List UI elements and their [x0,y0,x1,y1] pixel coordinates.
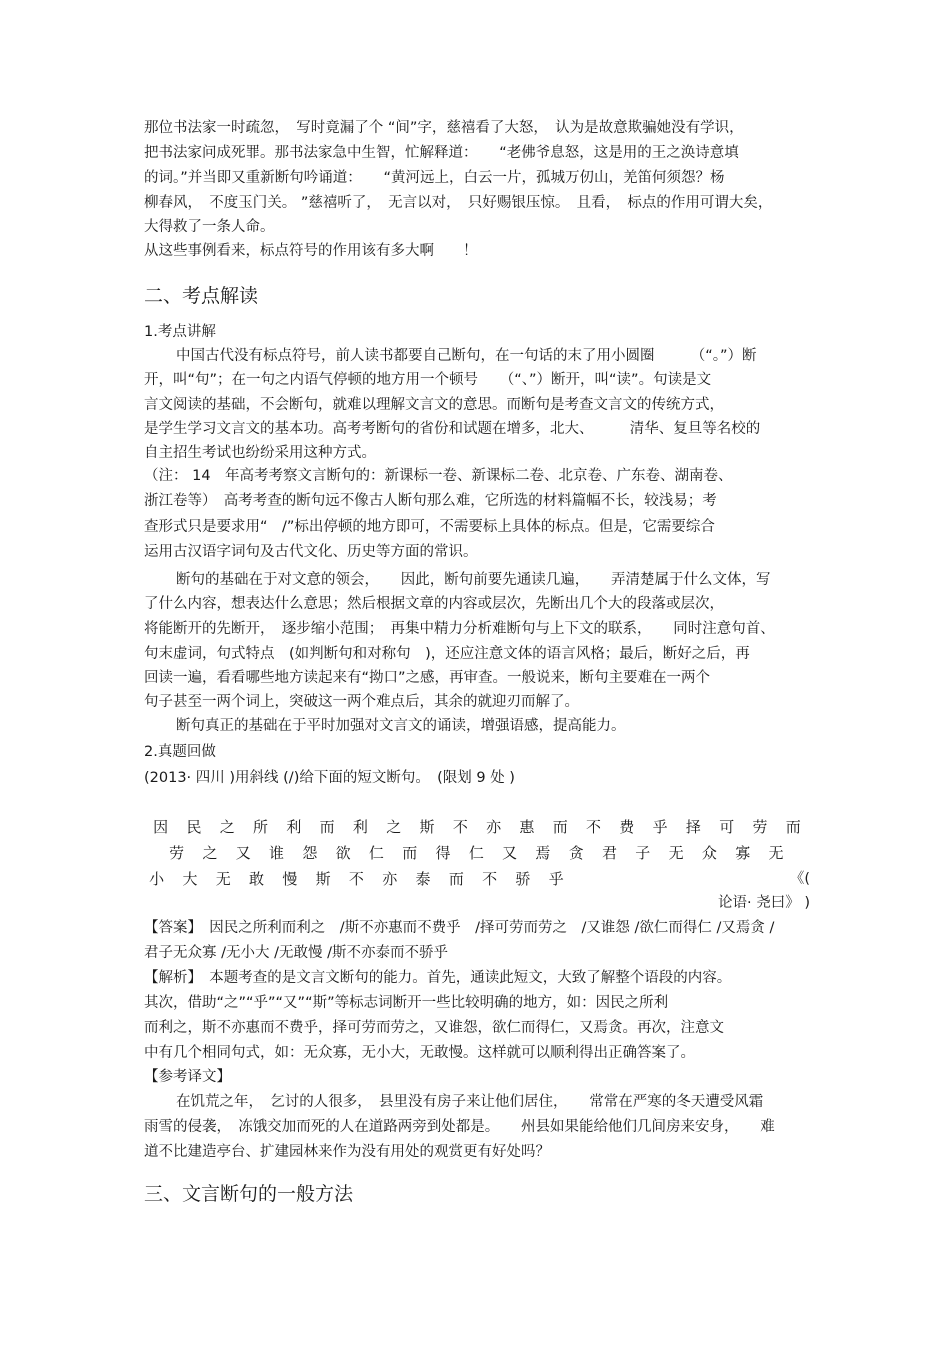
passage-char: 斯 [419,818,435,836]
passage-char: 贪 [568,844,584,862]
para2-line: 句末虚词，句式特点 (如判断句和对称句 )，还应注意文体的语言风格；最后，断好之后，再 [144,646,750,662]
translation-line: 道不比建造亭台、扩建园林来作为没有用处的观赏更有好处吗？ [144,1144,550,1160]
analysis-line: 【解析】 本题考查的是文言文断句的能力。首先，通读此短文，大致了解整个语段的内容。 [144,970,732,986]
passage-char: 欲 [335,844,351,862]
passage-row [144,817,814,837]
para1-line: 开，叫“句”；在一句之内语气停顿的地方用一个顿号 （“、”）断开，叫“读”。句读是文 [144,372,712,388]
analysis-line: 而利之，斯不亦惠而不费乎，择可劳而劳之，又谁怨，欲仁而得仁，又焉贪。再次，注意文 [144,1020,724,1036]
passage-char: 又 [502,844,518,862]
passage-char: 而 [785,818,801,836]
intro-line: 大得救了一条人命。 [144,219,275,235]
answer-line: 【答案】 因民之所利而利之 /斯不亦惠而不费乎 /择可劳而劳之 /又谁怨 /欲仁而得仁 /又焉贪 / [144,920,775,936]
passage-char: 斯 [315,870,331,888]
section-heading-2: 二、考点解读 [144,285,259,307]
intro-line: 从这些事例看来，标点符号的作用该有多大啊 ！ [144,243,478,259]
passage-char: 惠 [519,818,535,836]
para1-line: 言文阅读的基础，不会断句，就难以理解文言文的意思。而断句是考查文言文的传统方式， [144,397,724,413]
passage-char: 而 [552,818,568,836]
passage-char: 择 [685,818,701,836]
passage-char: 小 [149,870,165,888]
passage-char: 劳 [752,818,768,836]
passage-char: 寡 [735,844,751,862]
passage-char: 焉 [535,844,551,862]
passage-source: 论语· 尧曰》 ) [718,895,810,911]
passage-row [140,869,810,889]
passage-char: 利 [352,818,368,836]
source-open: 《( [789,871,810,887]
passage-char: 因 [153,818,169,836]
para3: 断句真正的基础在于平时加强对文言文的诵读，增强语感，提高能力。 [176,718,626,734]
passage-char: 民 [186,818,202,836]
passage-row [160,843,830,863]
passage-char: 之 [386,818,402,836]
passage-char: 仁 [468,844,484,862]
passage-char: 而 [402,844,418,862]
passage-char: 费 [619,818,635,836]
note-line: 查形式只是要求用“ /”标出停顿的地方即可，不需要标上具体的标点。但是，它需要综合 [144,519,715,535]
passage-char: 无 [668,844,684,862]
para1-line: 是学生学习文言文的基本功。高考考断句的省份和试题在增多，北大、 清华、复旦等名校的 [144,421,761,437]
passage-char: 骄 [515,870,531,888]
intro-line: 把书法家问成死罪。那书法家急中生智，忙解释道： “老佛爷息怒，这是用的王之涣诗意填 [144,145,739,161]
passage-char: 谁 [269,844,285,862]
para2-line: 回读一遍，看看哪些地方读起来有“拗口”之感，再审查。一般说来，断句主要难在一两个 [144,670,711,686]
passage-char: 不 [452,818,468,836]
passage-char: 怨 [302,844,318,862]
passage-char: 不 [348,870,364,888]
passage-char: 仁 [368,844,384,862]
para1-line: 自主招生考试也纷纷采用这种方式。 [144,445,376,461]
answer-line: 君子无众寡 /无小大 /无敢慢 /斯不亦泰而不骄乎 [144,945,448,961]
passage-char: 敢 [249,870,265,888]
intro-line: 柳春风， 不度玉门关。 ”慈禧听了， 无言以对， 只好赐银压惊。 且看， 标点的作用可谓大矣， [144,195,773,211]
passage-char: 众 [701,844,717,862]
question-prompt: (2013· 四川 )用斜线 (/)给下面的短文断句。 (限划 9 处 ) [144,770,515,786]
passage-char: 慢 [282,870,298,888]
passage-char: 乎 [548,870,564,888]
note-line: （注： 14 年高考考察文言断句的：新课标一卷、新课标二卷、北京卷、广东卷、湖南卷、 [144,468,733,484]
passage-char: 不 [482,870,498,888]
passage-char: 大 [182,870,198,888]
translation-line: 在饥荒之年， 乞讨的人很多， 县里没有房子来让他们居住， 常常在严寒的冬天遭受风霜 [176,1094,764,1110]
passage-char: 所 [253,818,269,836]
note-line: 运用古汉语字词句及古代文化、历史等方面的常识。 [144,544,478,560]
intro-line: 那位书法家一时疏忽， 写时竟漏了个 “间”字，慈禧看了大怒， 认为是故意欺骗她没有学识， [144,120,744,136]
translation-title: 【参考译文】 [144,1069,231,1085]
section-heading-3: 三、文言断句的一般方法 [144,1183,354,1205]
passage-char: 而 [319,818,335,836]
passage-char: 利 [286,818,302,836]
passage-char: 而 [448,870,464,888]
para2-line: 句子甚至一两个词上，突破这一两个难点后，其余的就迎刃而解了。 [144,694,579,710]
passage-char: 亦 [382,870,398,888]
passage-char: 亦 [486,818,502,836]
subsection-title-1: 1.考点讲解 [144,324,216,340]
passage-char: 不 [586,818,602,836]
passage-char: 得 [435,844,451,862]
subsection-title-2: 2.真题回做 [144,744,216,760]
passage-char: 之 [219,818,235,836]
passage-char: 子 [635,844,651,862]
passage-char: 无 [768,844,784,862]
passage-char: 无 [215,870,231,888]
passage-char: 君 [602,844,618,862]
para2-line: 断句的基础在于对文意的领会， 因此，断句前要先通读几遍， 弄清楚属于什么文体，写 [176,572,771,588]
passage-char: 之 [202,844,218,862]
passage-char: 又 [235,844,251,862]
passage-char: 泰 [415,870,431,888]
para1-line: 中国古代没有标点符号，前人读书都要自己断句，在一句话的末了用小圆圈 （“。”）断 [176,348,757,364]
passage-char: 劳 [169,844,185,862]
passage-char: 乎 [652,818,668,836]
note-line: 浙江卷等） 高考考查的断句远不像古人断句那么难，它所选的材料篇幅不长，较浅易；考 [144,493,717,509]
intro-line: 的词。”并当即又重新断句吟诵道： “黄河远上，白云一片，孤城万仞山，羌笛何须怨？杨 [144,170,725,186]
para2-line: 将能断开的先断开， 逐步缩小范围； 再集中精力分析难断句与上下文的联系， 同时注意句首、 [144,621,775,637]
passage-char: 可 [719,818,735,836]
para2-line: 了什么内容，想表达什么意思；然后根据文章的内容或层次，先断出几个大的段落或层次， [144,596,724,612]
analysis-line: 中有几个相同句式，如：无众寡，无小大，无敢慢。这样就可以顺利得出正确答案了。 [144,1045,695,1061]
analysis-line: 其次，借助“之”“乎”“又”“斯”等标志词断开一些比较明确的地方，如：因民之所利 [144,995,669,1011]
translation-line: 雨雪的侵袭， 冻饿交加而死的人在道路两旁到处都是。 州县如果能给他们几间房来安身， 难 [144,1119,775,1135]
